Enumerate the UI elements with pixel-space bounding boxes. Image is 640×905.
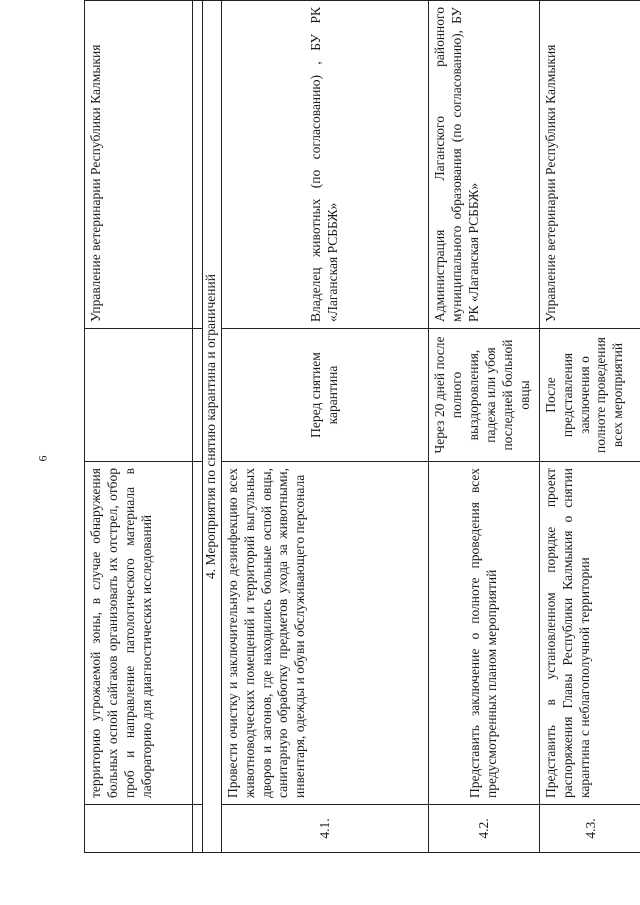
responsible-cell: Управление ветеринарии Республики Калмыкия <box>85 1 193 329</box>
measure-cell: территорию угрожаемой зоны, в случае обнаружения больных оспой сайгаков организовать их отстрел, отбор проб и направление патологического материала в лабораторию для диагностических исследований <box>85 462 193 805</box>
row-number: 4.1. <box>221 805 428 853</box>
term-cell <box>85 329 193 462</box>
rotated-page-content <box>84 7 640 853</box>
section-header: 4. Мероприятия по снятию карантина и ограничений <box>203 1 221 853</box>
table-row <box>429 1 540 853</box>
measure-cell: Представить заключение о полноте проведения всех предусмотренных планом мероприятий <box>429 462 540 805</box>
responsible-cell: Владелец животных (по согласованию) , БУ РК «Лаганская РСББЖ» <box>221 1 428 329</box>
measures-table <box>84 0 640 853</box>
responsible-cell: Администрация Лаганского районного муниципального образования (по согласованию), БУ РК «Лаганская РСББЖ» <box>429 1 540 329</box>
term-cell: Перед снятием карантина <box>221 329 428 462</box>
page-number: 6 <box>35 455 50 462</box>
row-number: 4.2. <box>429 805 540 853</box>
row-number: 4.3. <box>539 805 640 853</box>
number-cell <box>85 805 193 853</box>
responsible-cell: Управление ветеринарии Республики Калмыкия <box>539 1 640 329</box>
table-row <box>85 1 193 853</box>
section-header-row <box>203 1 221 853</box>
table-row <box>221 1 428 853</box>
term-cell: После представления заключения о полноте проведения всех мероприятий <box>539 329 640 462</box>
measure-cell: Представить в установленном порядке проект распоряжения Главы Республики Калмыкия о снятии карантина с неблагополучной территории <box>539 462 640 805</box>
term-cell: Через 20 дней после полного выздоровления, падежа или убоя последней больной овцы <box>429 329 540 462</box>
measure-cell: Провести очистку и заключительную дезинфекцию всех животноводческих помещений и территорий выгульных дворов и загонов, где находились больные оспой овцы, санитарную обработку предметов ухода за животными, инвентаря, одежды и обуви обслуживающего персонала <box>221 462 428 805</box>
table-row <box>539 1 640 853</box>
spacer-row <box>193 1 203 853</box>
